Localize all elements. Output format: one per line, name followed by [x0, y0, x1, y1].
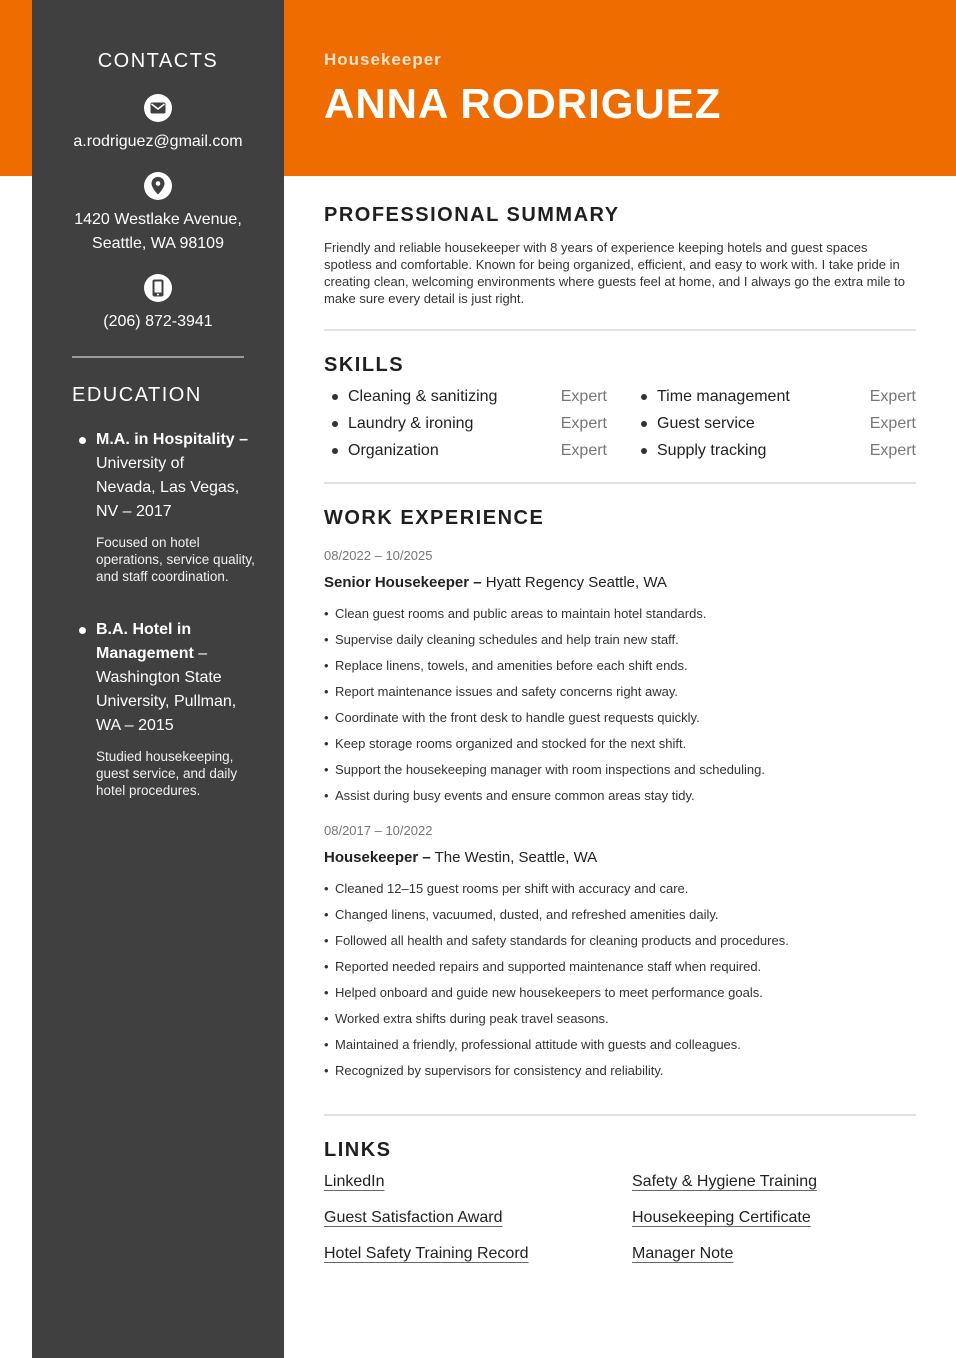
links-grid [324, 1171, 916, 1265]
list-item: • Report maintenance issues and safety concerns right away. [324, 683, 916, 700]
list-item: • Support the housekeeping manager with room inspections and scheduling. [324, 761, 916, 778]
sidebar [32, 0, 284, 1358]
skill-item [633, 386, 916, 407]
education-heading-text [96, 428, 256, 524]
bullet-dot [79, 627, 86, 634]
education-school-line: Nevada, Las Vegas, [96, 479, 240, 496]
list-item: • Changed linens, vacuumed, dusted, and refreshed amenities daily. [324, 906, 916, 923]
skill-level: Expert [869, 442, 916, 459]
education-school-line: Washington State [96, 669, 222, 686]
skill-level: Expert [560, 442, 607, 459]
contacts-heading: CONTACTS [97, 50, 219, 72]
education-school-line: NV – 2017 [96, 503, 172, 520]
skill-item [633, 413, 916, 434]
skill-name: Guest service [633, 413, 755, 434]
education-degree: M.A. in Hospitality [96, 431, 235, 448]
job-entry [324, 822, 916, 1079]
skill-level: Expert [560, 388, 607, 405]
section-divider [324, 329, 916, 331]
experience-section [324, 507, 916, 1088]
list-item: • Clean guest rooms and public areas to maintain hotel standards. [324, 605, 916, 622]
list-item: • Followed all health and safety standards for cleaning products and procedures. [324, 932, 916, 949]
links-section [324, 1139, 916, 1289]
section-divider [324, 482, 916, 484]
link-housekeeping-certificate[interactable]: Housekeeping Certificate [632, 1209, 811, 1226]
job-role-title: Housekeeper – [324, 849, 431, 866]
skill-item [324, 386, 607, 407]
skill-item [324, 413, 607, 434]
contact-phone[interactable]: (206) 872-3941 [103, 313, 213, 330]
skill-item [633, 440, 916, 461]
section-divider [324, 1114, 916, 1116]
link-manager-note[interactable]: Manager Note [632, 1245, 734, 1262]
job-dates: 08/2017 – 10/2022 [324, 823, 433, 838]
list-item: • Keep storage rooms organized and stocked for the next shift. [324, 735, 916, 752]
job-employer: The Westin, Seattle, WA [430, 849, 598, 866]
job-bullets [324, 880, 916, 1079]
contact-email[interactable]: a.rodriguez@gmail.com [73, 133, 243, 150]
list-item: • Recognized by supervisors for consistency and reliability. [324, 1062, 916, 1079]
education-heading-text [96, 618, 256, 738]
education-degree: Management [96, 645, 194, 662]
map-pin-icon [144, 172, 172, 200]
link-hotel-safety-training-record[interactable]: Hotel Safety Training Record [324, 1245, 529, 1262]
list-item: • Maintained a friendly, professional attitude with guests and colleagues. [324, 1036, 916, 1053]
job-bullets [324, 605, 916, 804]
person-name: ANNA RODRIGUEZ [324, 80, 722, 127]
list-item: • Supervise daily cleaning schedules and help train new staff. [324, 631, 916, 648]
bullet-dot [79, 437, 86, 444]
education-school-line: University of [96, 455, 185, 472]
skill-level: Expert [869, 388, 916, 405]
skill-item [324, 440, 607, 461]
link-linkedin[interactable]: LinkedIn [324, 1173, 385, 1190]
skill-name: Time management [633, 386, 790, 407]
link-guest-satisfaction-award[interactable]: Guest Satisfaction Award [324, 1209, 503, 1226]
education-description: Studied housekeeping, guest service, and daily hotel procedures. [96, 749, 238, 798]
job-employer: Hyatt Regency Seattle, WA [481, 574, 667, 591]
summary-text: Friendly and reliable housekeeper with 8 years of experience keeping hotels and guest spaces spotless and comfortable. Known for being organized, efficient, and easy to work with. I take pride in creating clean, welcoming environments where guests feel at home, and I always go the extra mile to make sure every detail is just right. [324, 240, 905, 306]
list-item: • Replace linens, towels, and amenities before each shift ends. [324, 657, 916, 674]
job-role [324, 573, 916, 593]
job-title: Housekeeper [324, 50, 442, 69]
list-item: • Helped onboard and guide new housekeepers to meet performance goals. [324, 984, 916, 1001]
job-dates: 08/2022 – 10/2025 [324, 548, 433, 563]
contact-address-line1: 1420 Westlake Avenue, [74, 211, 242, 228]
list-item: • Coordinate with the front desk to handle guest requests quickly. [324, 709, 916, 726]
education-school-line: WA – 2015 [96, 717, 174, 734]
job-entry [324, 547, 916, 804]
experience-heading: WORK EXPERIENCE [324, 507, 545, 529]
smartphone-icon [144, 274, 172, 302]
skill-level: Expert [560, 415, 607, 432]
summary-heading: PROFESSIONAL SUMMARY [324, 204, 620, 226]
education-item [96, 428, 256, 585]
education-school-line: University, Pullman, [96, 693, 237, 710]
education-description: Focused on hotel operations, service quality, and staff coordination. [96, 535, 255, 584]
list-item: • Assist during busy events and ensure common areas stay tidy. [324, 787, 916, 804]
education-degree: B.A. Hotel in [96, 621, 192, 638]
list-item: • Reported needed repairs and supported maintenance staff when required. [324, 958, 916, 975]
education-heading: EDUCATION [72, 384, 202, 406]
contact-address-line2: Seattle, WA 98109 [92, 235, 224, 252]
skill-name: Supply tracking [633, 440, 766, 461]
education-item [96, 618, 256, 799]
skills-heading: SKILLS [324, 354, 405, 376]
link-safety-hygiene-training[interactable]: Safety & Hygiene Training [632, 1173, 817, 1190]
links-heading: LINKS [324, 1139, 392, 1161]
job-role [324, 848, 916, 868]
sidebar-divider [72, 356, 244, 358]
summary-section [324, 204, 916, 307]
skill-name: Cleaning & sanitizing [324, 386, 497, 407]
skills-grid [324, 386, 916, 461]
job-role-title: Senior Housekeeper – [324, 574, 482, 591]
list-item: • Cleaned 12–15 guest rooms per shift with accuracy and care. [324, 880, 916, 897]
envelope-icon [144, 94, 172, 122]
list-item: • Worked extra shifts during peak travel seasons. [324, 1010, 916, 1027]
education-separator: – [234, 431, 249, 448]
skill-level: Expert [869, 415, 916, 432]
skills-section [324, 354, 916, 464]
skill-name: Organization [324, 440, 439, 461]
skill-name: Laundry & ironing [324, 413, 473, 434]
education-separator: – [193, 645, 208, 662]
